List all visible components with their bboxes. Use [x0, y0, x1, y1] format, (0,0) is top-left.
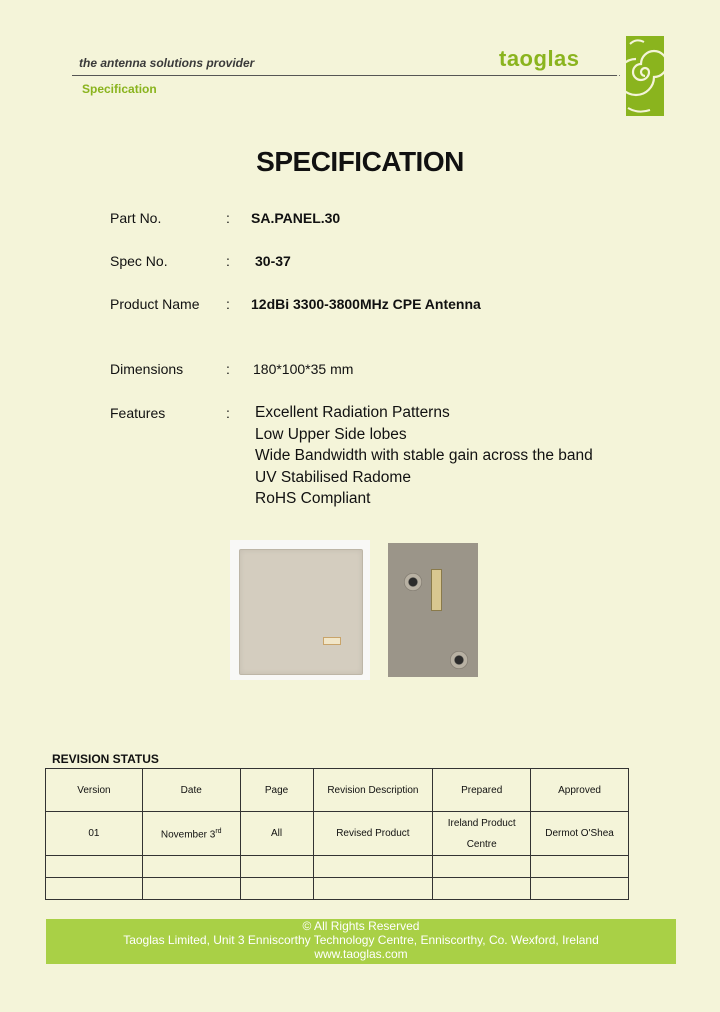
spec-no-label: Spec No.: [110, 253, 168, 269]
features-label: Features: [110, 405, 166, 421]
column-header: Revision Description: [313, 769, 433, 812]
feature-item: Excellent Radiation Patterns: [255, 404, 450, 421]
antenna-radome: [239, 549, 363, 675]
column-header: Version: [46, 769, 143, 812]
copyright-text: © All Rights Reserved: [302, 919, 420, 933]
header-divider: [72, 75, 620, 76]
page-title: SPECIFICATION: [256, 146, 464, 177]
connector-icon: [450, 651, 468, 669]
table-row: [46, 878, 629, 900]
table-row: [46, 856, 629, 878]
dimensions-label: Dimensions: [110, 361, 184, 377]
feature-item: UV Stabilised Radome: [255, 468, 411, 486]
connector-icon: [404, 573, 422, 591]
part-no-label: Part No.: [110, 210, 162, 226]
table-row: [46, 812, 629, 856]
feature-item: Wide Bandwidth with stable gain across the band: [255, 447, 593, 464]
product-sticker: [323, 637, 341, 645]
prepared-line: Ireland Product: [447, 817, 516, 829]
section-label: Specification: [82, 82, 157, 96]
revision-status-heading: REVISION STATUS: [52, 752, 159, 766]
prepared-line: Centre: [466, 838, 497, 850]
spiral-logo-icon: [612, 36, 664, 116]
footer-band: [46, 919, 676, 964]
colon: :: [226, 361, 230, 377]
spec-no-value: 30-37: [255, 253, 291, 269]
date-suffix: rd: [215, 828, 222, 836]
product-name-label: Product Name: [110, 296, 200, 312]
column-header: Approved: [531, 769, 629, 812]
tagline: the antenna solutions provider: [79, 56, 255, 70]
page-cell: All: [240, 812, 313, 856]
column-header: Page: [240, 769, 313, 812]
company-address: Taoglas Limited, Unit 3 Enniscorthy Technology Centre, Enniscorthy, Co. Wexford, Ireland: [123, 933, 599, 947]
date-cell: [142, 812, 240, 856]
prepared-cell: [433, 812, 531, 856]
feature-item: RoHS Compliant: [255, 490, 371, 507]
panel-back-photo: [388, 543, 478, 677]
panel-front-photo: [230, 540, 370, 680]
version-cell: 01: [46, 812, 143, 856]
column-header: Date: [142, 769, 240, 812]
colon: :: [226, 210, 230, 226]
product-label: [431, 569, 442, 611]
feature-item: Low Upper Side lobes: [255, 425, 407, 443]
date-text: November 3: [160, 829, 216, 841]
part-no-value: SA.PANEL.30: [251, 210, 341, 226]
product-name-value: 12dBi 3300-3800MHz CPE Antenna: [251, 296, 481, 312]
table-header-row: [46, 769, 629, 812]
website-link[interactable]: www.taoglas.com: [314, 947, 408, 961]
dimensions-value: 180*100*35 mm: [253, 361, 354, 377]
colon: :: [226, 296, 230, 312]
features-list: [255, 402, 593, 510]
company-logo-text: taoglas: [499, 46, 580, 71]
approved-cell: Dermot O'Shea: [531, 812, 629, 856]
revision-table: [45, 768, 629, 900]
description-cell: Revised Product: [313, 812, 433, 856]
colon: :: [226, 253, 230, 269]
colon: :: [226, 405, 230, 421]
column-header: Prepared: [433, 769, 531, 812]
